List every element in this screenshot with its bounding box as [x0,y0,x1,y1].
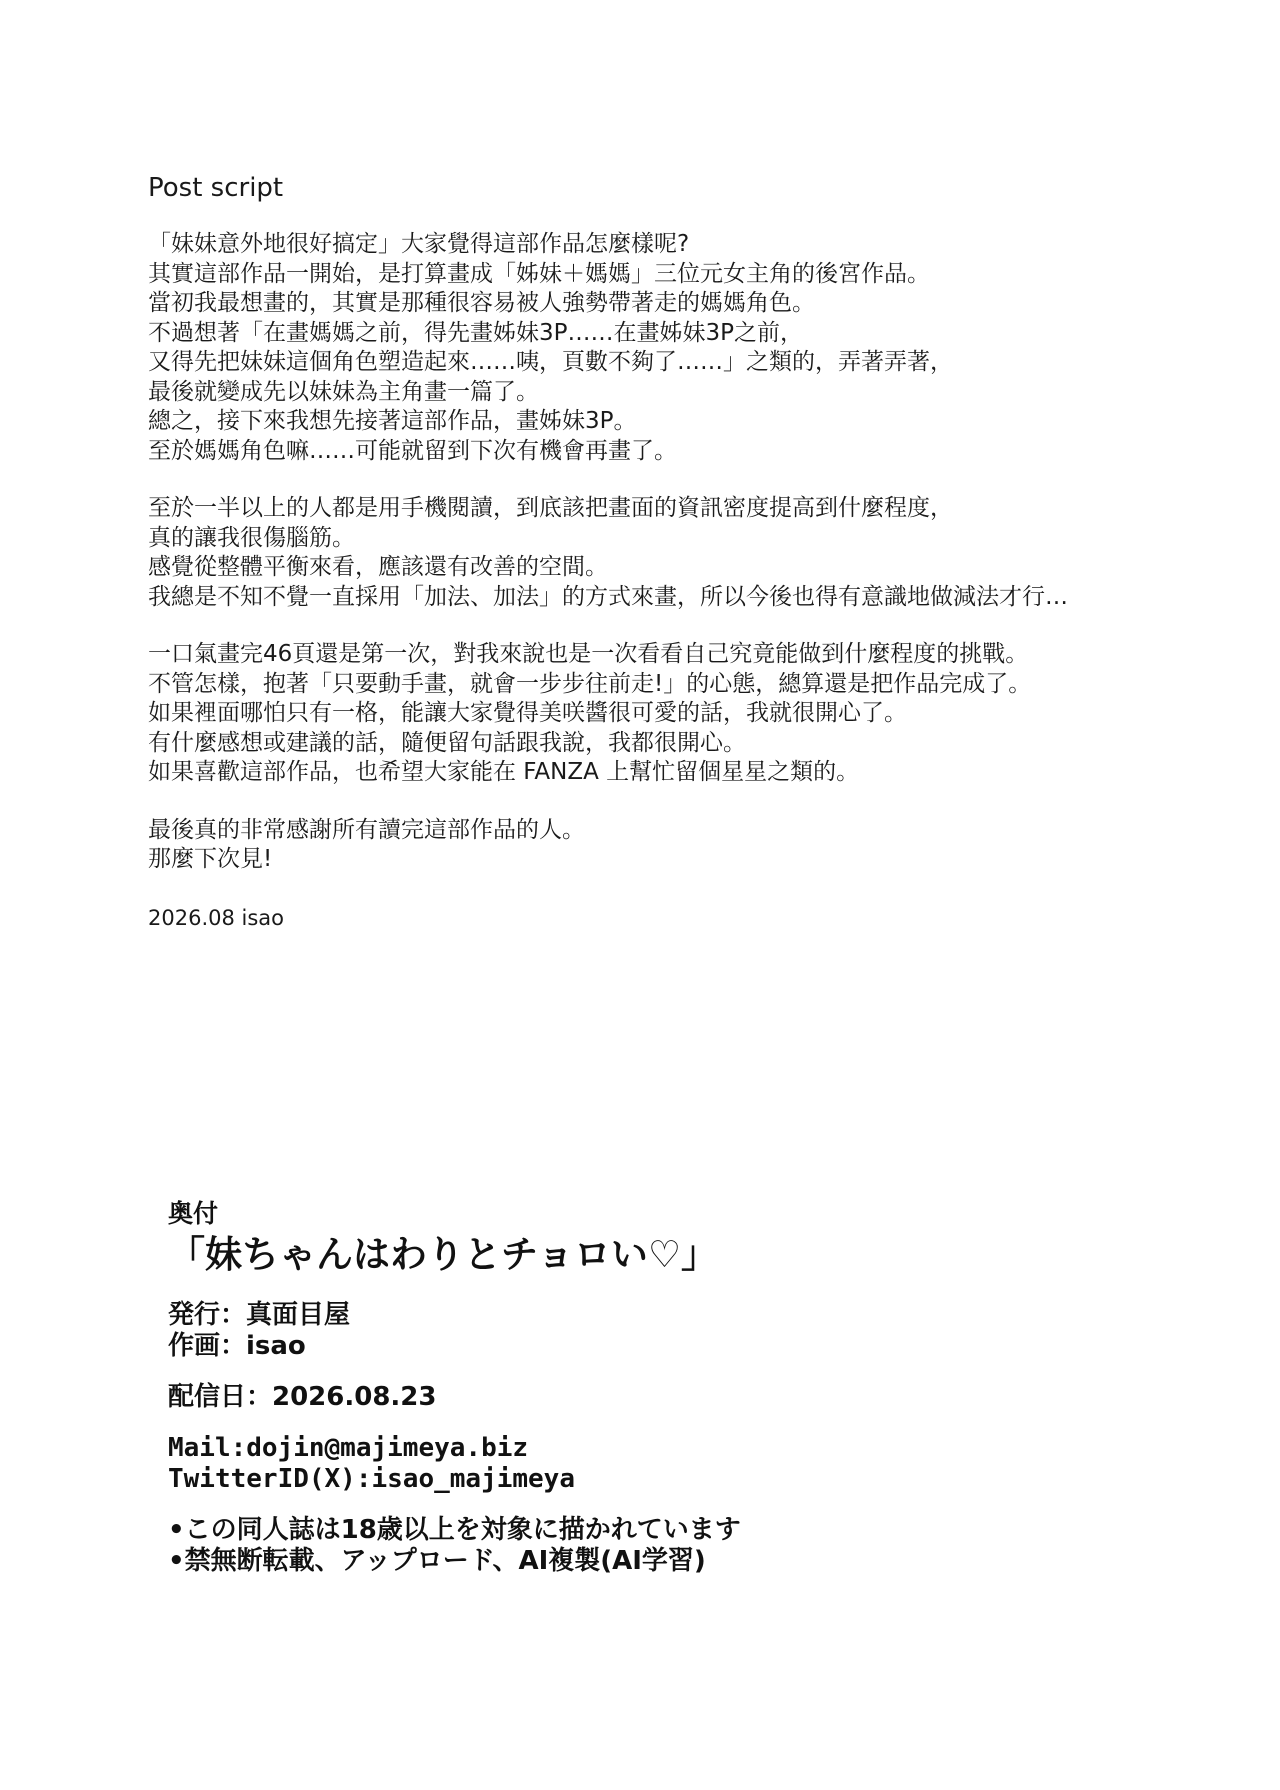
release-block [168,1382,1168,1413]
colophon-heading: 奥付 [168,1199,219,1228]
paragraph-line: 最後真的非常感謝所有讀完這部作品的人。 [148,816,585,843]
paragraph-line: 其實這部作品一開始，是打算畫成「姊妹＋媽媽」三位元女主角的後宮作品。 [148,260,930,287]
publisher-line: 発行：真面目屋 [168,1300,351,1330]
paragraph-line: 「妹妹意外地很好搞定」大家覺得這部作品怎麼樣呢? [148,231,690,257]
mail-line: Mail:dojin@majimeya.biz [168,1433,529,1463]
paragraph-line: 當初我最想畫的，其實是那種很容易被人強勢帶著走的媽媽角色。 [148,290,815,316]
contact-block [168,1433,1168,1495]
paragraph-line: 不過想著「在畫媽媽之前，得先畫姊妹3P……在畫姊妹3P之前， [148,319,804,346]
copyright-notice-line: •禁無断転載、アップロード、AI複製(AI学習) [168,1546,706,1576]
paragraph-line: 不管怎樣，抱著「只要動手畫，就會一步步往前走!」的心態，總算還是把作品完成了。 [148,670,1032,697]
paragraph-line: 最後就變成先以妹妹為主角畫一篇了。 [148,378,539,405]
paragraph-line: 又得先把妹妹這個角色塑造起來……咦，頁數不夠了……」之類的，弄著弄著， [148,349,953,375]
release-date-line: 配信日：2026.08.23 [168,1382,437,1412]
postscript-paragraph-4 [148,816,1208,875]
paragraph-line: 一口氣畫完46頁還是第一次，對我來說也是一次看看自己究竟能做到什麼程度的挑戰。 [148,641,1029,667]
postscript-signature: 2026.08 isao [148,905,285,930]
postscript-title: Post script [148,173,284,203]
paragraph-line: 總之，接下來我想先接著這部作品，畫姊妹3P。 [148,408,637,434]
paragraph-line: 如果裡面哪怕只有一格，能讓大家覺得美咲醬很可愛的話，我就很開心了。 [148,700,907,726]
paragraph-line: 至於一半以上的人都是用手機閱讀，到底該把畫面的資訊密度提高到什麼程度， [148,495,953,521]
paragraph-line: 那麼下次見! [148,846,273,872]
postscript-paragraph-3 [148,640,1208,788]
postscript-paragraph-1 [148,230,1208,466]
postscript-section [148,168,1208,933]
credits-block [168,1300,1168,1362]
artist-line: 作画：isao [168,1331,306,1361]
paragraph-line: 至於媽媽角色嘛……可能就留到下次有機會再畫了。 [148,437,677,464]
notice-block [168,1515,1168,1577]
paragraph-line: 感覺從整體平衡來看，應該還有改善的空間。 [148,554,608,580]
paragraph-line: 真的讓我很傷腦筋。 [148,524,355,551]
postscript-paragraph-2 [148,494,1208,612]
age-notice-line: •この同人誌は18歳以上を対象に描かれています [168,1515,741,1545]
colophon-title: 「妹ちゃんはわりとチョロい♡」 [168,1233,719,1276]
paragraph-line: 如果喜歡這部作品，也希望大家能在 FANZA 上幫忙留個星星之類的。 [148,759,860,785]
paragraph-line: 有什麼感想或建議的話，隨便留句話跟我說，我都很開心。 [148,729,746,756]
colophon-section [168,1198,1168,1597]
twitter-line: TwitterID(X):isao_majimeya [168,1464,575,1494]
paragraph-line: 我總是不知不覺一直採用「加法、加法」的方式來畫，所以今後也得有意識地做減法才行… [148,583,1068,610]
